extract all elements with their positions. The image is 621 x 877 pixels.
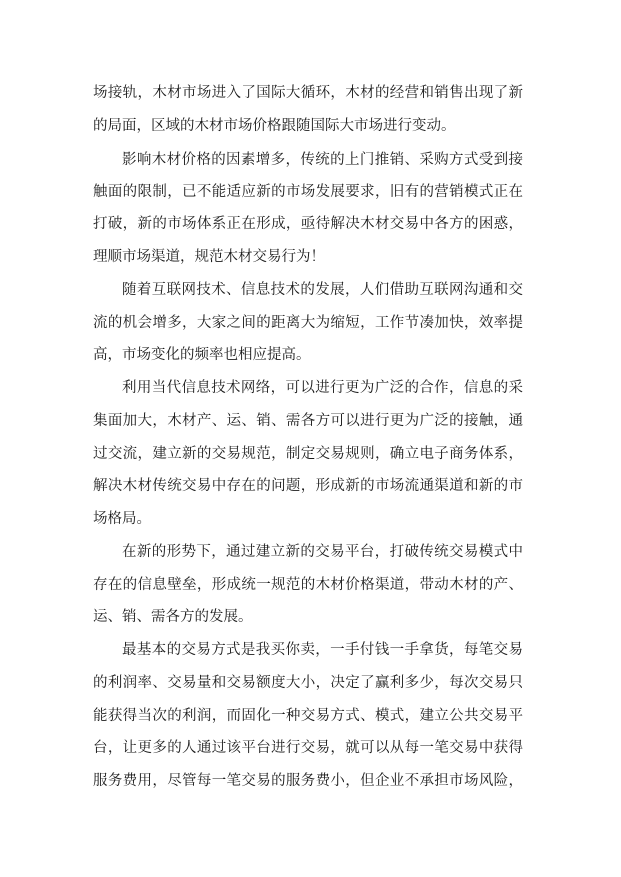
text-line: 过交流，建立新的交易规范，制定交易规则，确立电子商务体系，: [93, 446, 523, 462]
text-line: 集面加大，木材产、运、销、需各方可以进行更为广泛的接触，通: [93, 413, 523, 429]
text-line: 运、销、需各方的发展。: [93, 609, 253, 625]
text-line: 触面的限制，已不能适应新的市场发展要求，旧有的营销模式正在: [93, 184, 523, 200]
text-line: 理顺市场渠道，规范木材交易行为！: [93, 249, 325, 265]
text-line: 解决木材传统交易中存在的问题，形成新的市场流通渠道和新的市: [93, 478, 523, 494]
text-line: 场接轨，木材市场进入了国际大循环，木材的经营和销售出现了新: [93, 85, 523, 101]
text-line: 能获得当次的利润，而固化一种交易方式、模式，建立公共交易平: [93, 708, 523, 724]
text-line: 场格局。: [93, 511, 151, 527]
text-line: 台，让更多的人通过该平台进行交易，就可以从每一笔交易中获得: [93, 740, 523, 756]
text-line: 的利润率、交易量和交易额度大小，决定了赢利多少，每次交易只: [93, 675, 523, 691]
text-line: 流的机会增多，大家之间的距离大为缩短，工作节凑加快，效率提: [93, 315, 523, 331]
paragraph-first-line: 利用当代信息技术网络，可以进行更为广泛的合作，信息的采: [122, 380, 523, 396]
paragraph-first-line: 最基本的交易方式是我买你卖，一手付钱一手拿货，每笔交易: [122, 642, 523, 658]
paragraph-first-line: 影响木材价格的因素增多，传统的上门推销、采购方式受到接: [122, 152, 523, 168]
text-line: 打破，新的市场体系正在形成，亟待解决木材交易中各方的困惑，: [93, 216, 523, 232]
text-line: 服务费用，尽管每一笔交易的服务费小，但企业不承担市场风险，: [93, 773, 523, 789]
paragraph-first-line: 随着互联网技术、信息技术的发展，人们借助互联网沟通和交: [122, 282, 523, 298]
text-line: 存在的信息壁垒，形成统一规范的木材价格渠道，带动木材的产、: [93, 577, 523, 593]
paragraph-first-line: 在新的形势下，通过建立新的交易平台，打破传统交易模式中: [122, 544, 523, 560]
text-line: 的局面，区域的木材市场价格跟随国际大市场进行变动。: [93, 118, 456, 134]
text-line: 高，市场变化的频率也相应提高。: [93, 347, 311, 363]
